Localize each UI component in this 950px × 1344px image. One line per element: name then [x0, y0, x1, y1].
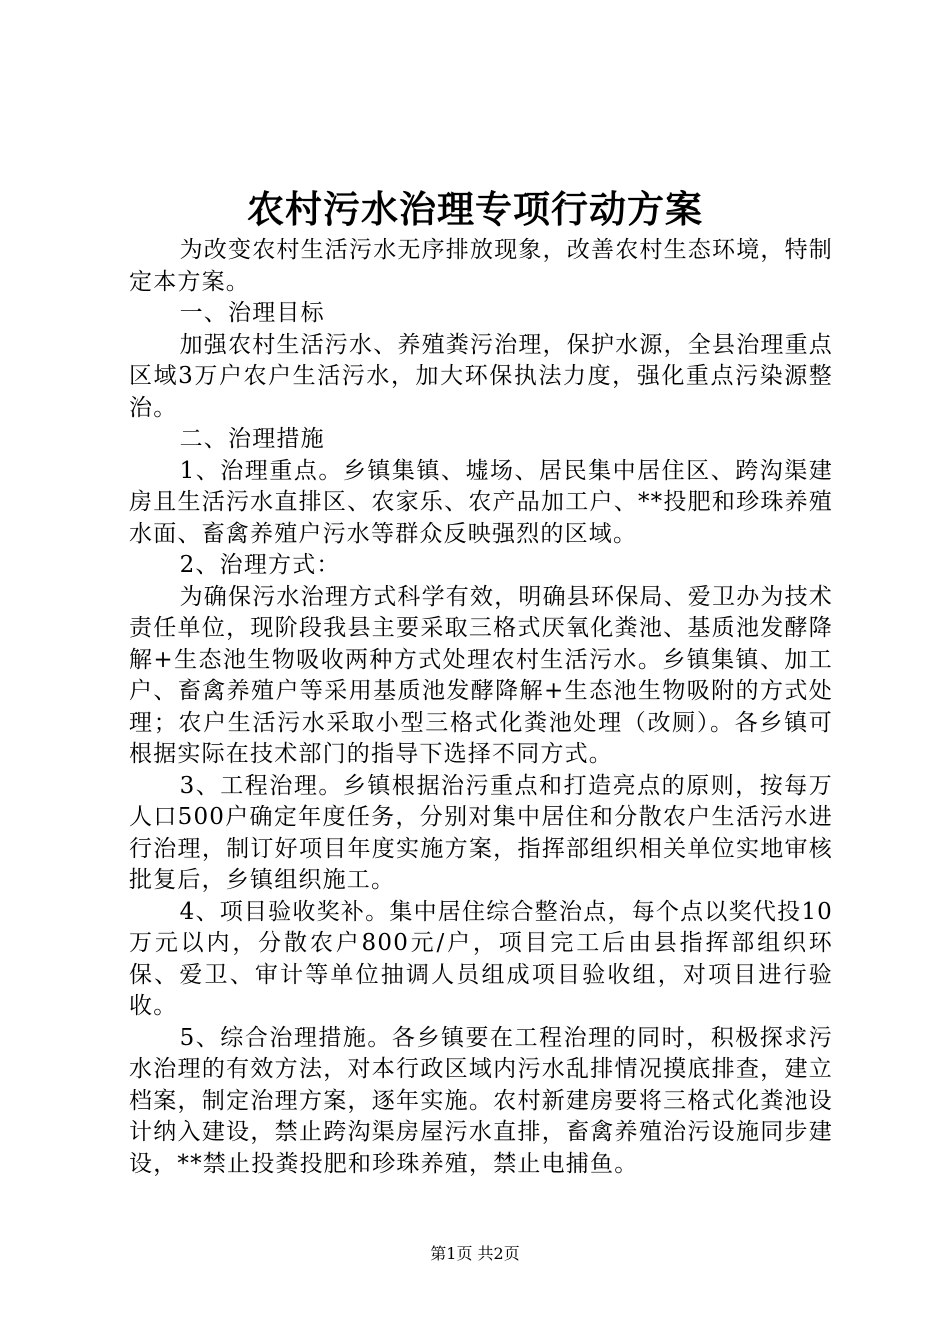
measure-5-paragraph: 5、综合治理措施。各乡镇要在工程治理的同时，积极探求污水治理的有效方法，对本行政区域内污水乱排情况摸底排查，建立档案，制定治理方案，逐年实施。农村新建房要将三格式化粪池设计纳入建设，禁止跨沟渠房屋污水直排，畜禽养殖治污设施同步建设，**禁止投粪投肥和珍珠养殖，禁止电捕鱼。: [129, 1024, 833, 1177]
measure-2-heading: 2、治理方式：: [179, 552, 341, 578]
document-title: 农村污水治理专项行动方案: [247, 187, 703, 231]
document-body: [129, 235, 833, 1180]
section-heading-goals: 一、治理目标: [179, 300, 325, 326]
goals-paragraph: 加强农村生活污水、养殖粪污治理，保护水源，全县治理重点区域3万户农户生活污水，加大环保执法力度，强化重点污染源整治。: [129, 331, 833, 421]
intro-paragraph: 为改变农村生活污水无序排放现象，改善农村生态环境，特制定本方案。: [129, 237, 833, 295]
measure-1-paragraph: 1、治理重点。乡镇集镇、墟场、居民集中居住区、跨沟渠建房且生活污水直排区、农家乐、农产品加工户、**投肥和珍珠养殖水面、畜禽养殖户污水等群众反映强烈的区域。: [129, 457, 833, 547]
measure-4-paragraph: 4、项目验收奖补。集中居住综合整治点，每个点以奖代投10万元以内，分散农户800元/户，项目完工后由县指挥部组织环保、爱卫、审计等单位抽调人员组成项目验收组，对项目进行验收。: [129, 898, 833, 1019]
measure-3-paragraph: 3、工程治理。乡镇根据治污重点和打造亮点的原则，按每万人口500户确定年度任务，分别对集中居住和分散农户生活污水进行治理，制订好项目年度实施方案，指挥部组织相关单位实地审核批复后，乡镇组织施工。: [129, 772, 833, 893]
measure-2-paragraph: 为确保污水治理方式科学有效，明确县环保局、爱卫办为技术责任单位，现阶段我县主要采取三格式厌氧化粪池、基质池发酵降解+生态池生物吸收两种方式处理农村生活污水。乡镇集镇、加工户、畜禽养殖户等采用基质池发酵降解+生态池生物吸附的方式处理；农户生活污水采取小型三格式化粪池处理（改厕）。各乡镇可根据实际在技术部门的指导下选择不同方式。: [129, 583, 833, 767]
page-number-footer: 第1页 共2页: [430, 1244, 520, 1263]
section-heading-measures: 二、治理措施: [179, 426, 325, 452]
